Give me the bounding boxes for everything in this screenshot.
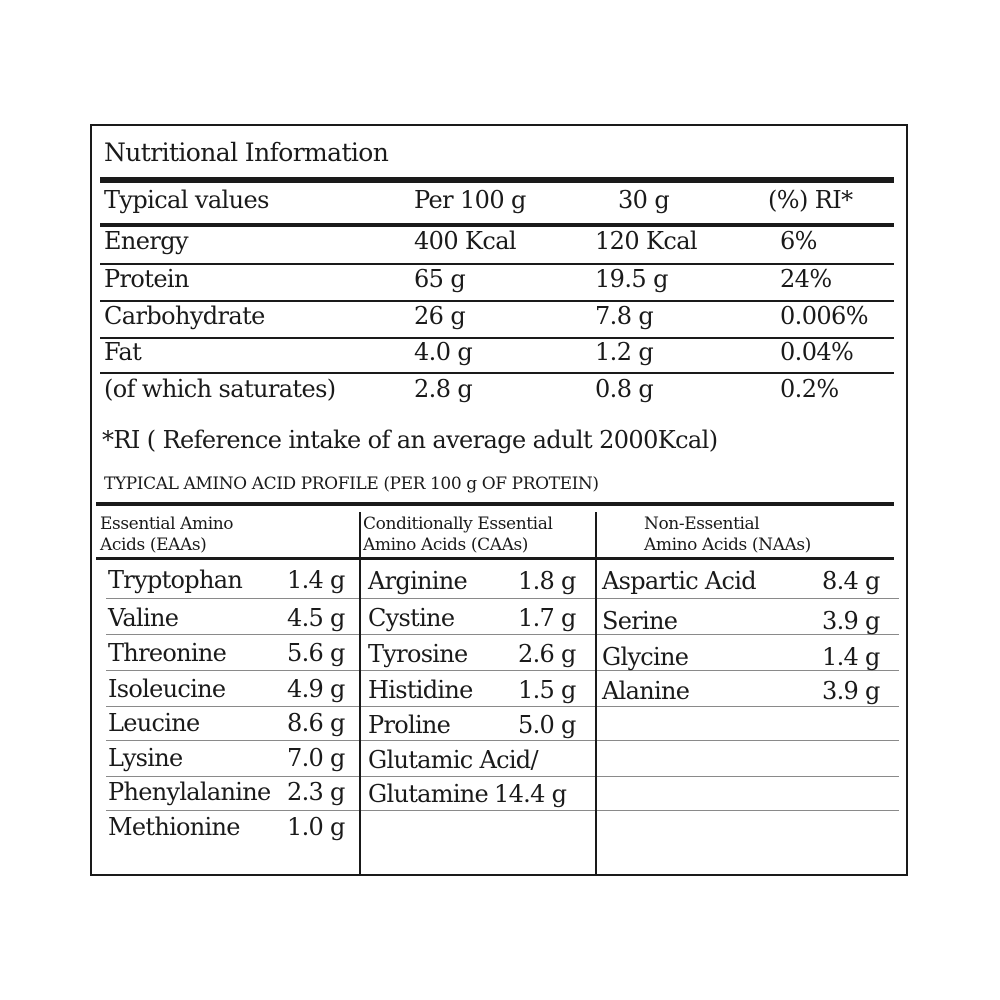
caa-name: Cystine [368, 604, 455, 632]
eaa-name: Phenylalanine [108, 778, 271, 806]
row-divider [106, 634, 359, 635]
naa-value: 8.4 g [822, 567, 880, 595]
eaa-name: Threonine [108, 639, 227, 667]
eaa-header-line1: Essential Amino [100, 514, 234, 534]
caa-value: 14.4 g [494, 780, 567, 808]
row-energy-label: Energy [104, 227, 188, 255]
row-saturates-ri: 0.2% [780, 375, 839, 403]
row-divider [361, 634, 595, 635]
row-saturates-per100: 2.8 g [414, 375, 473, 403]
row-divider [106, 670, 359, 671]
caa-name: Glutamine [368, 780, 489, 808]
row-divider [106, 706, 359, 707]
row-divider [361, 810, 595, 811]
header-ri: (%) RI* [768, 186, 853, 214]
row-divider [361, 740, 595, 741]
eaa-value: 1.0 g [287, 813, 345, 841]
row-energy-per100: 400 Kcal [414, 227, 516, 255]
eaa-value: 5.6 g [287, 639, 345, 667]
ri-footnote: *RI ( Reference intake of an average adult 2000Kcal) [102, 426, 718, 454]
naa-header-line2: Amino Acids (NAAs) [644, 535, 811, 555]
caa-value: 1.5 g [518, 676, 576, 704]
caa-header-line1: Conditionally Essential [363, 514, 553, 534]
row-divider [597, 740, 899, 741]
title-rule [100, 177, 894, 183]
row-fat-30g: 1.2 g [595, 338, 654, 366]
naa-name: Serine [602, 607, 678, 635]
caa-name: Tyrosine [368, 640, 468, 668]
row-divider [361, 776, 595, 777]
row-carbohydrate-label: Carbohydrate [104, 302, 265, 330]
row-saturates-30g: 0.8 g [595, 375, 654, 403]
caa-value: 1.8 g [518, 567, 576, 595]
caa-name: Histidine [368, 676, 473, 704]
eaa-name: Isoleucine [108, 675, 226, 703]
caa-name: Arginine [368, 567, 468, 595]
eaa-value: 8.6 g [287, 709, 345, 737]
naa-value: 3.9 g [822, 607, 880, 635]
eaa-name: Methionine [108, 813, 240, 841]
row-divider [106, 776, 359, 777]
eaa-value: 2.3 g [287, 778, 345, 806]
row-divider [597, 776, 899, 777]
row-divider [361, 598, 595, 599]
row-energy-ri: 6% [780, 227, 817, 255]
row-divider [597, 598, 899, 599]
row-protein-ri: 24% [780, 265, 832, 293]
row-protein-30g: 19.5 g [595, 265, 668, 293]
row-protein-per100: 65 g [414, 265, 466, 293]
row-divider [597, 706, 899, 707]
naa-name: Aspartic Acid [602, 567, 756, 595]
naa-value: 3.9 g [822, 677, 880, 705]
caa-value: 2.6 g [518, 640, 576, 668]
eaa-name: Leucine [108, 709, 200, 737]
row-rule [100, 372, 894, 374]
header-per-100g: Per 100 g [414, 186, 526, 214]
header-30g: 30 g [618, 186, 670, 214]
row-energy-30g: 120 Kcal [595, 227, 697, 255]
naa-header [644, 514, 811, 556]
row-carbohydrate-ri: 0.006% [780, 302, 868, 330]
eaa-value: 4.9 g [287, 675, 345, 703]
row-divider [361, 706, 595, 707]
row-divider [361, 670, 595, 671]
column-divider [595, 512, 597, 876]
panel-title: Nutritional Information [104, 138, 389, 167]
row-fat-per100: 4.0 g [414, 338, 473, 366]
amino-header-rule [96, 557, 894, 560]
row-fat-label: Fat [104, 338, 142, 366]
row-divider [106, 810, 359, 811]
eaa-name: Lysine [108, 744, 183, 772]
amino-rule [96, 502, 894, 506]
row-protein-label: Protein [104, 265, 189, 293]
naa-header-line1: Non-Essential [644, 514, 760, 534]
caa-name: Glutamic Acid/ [368, 746, 538, 774]
caa-name: Proline [368, 711, 451, 739]
naa-name: Glycine [602, 643, 689, 671]
eaa-value: 4.5 g [287, 604, 345, 632]
eaa-name: Valine [108, 604, 179, 632]
caa-header [363, 514, 553, 556]
caa-value: 1.7 g [518, 604, 576, 632]
amino-profile-title: TYPICAL AMINO ACID PROFILE (PER 100 g OF PROTEIN) [104, 474, 599, 494]
header-typical-values: Typical values [104, 186, 269, 214]
nutrition-panel [90, 124, 908, 876]
eaa-header [100, 514, 233, 556]
caa-header-line2: Amino Acids (CAAs) [363, 535, 529, 555]
row-divider [106, 598, 359, 599]
caa-value: 5.0 g [518, 711, 576, 739]
row-divider [597, 810, 899, 811]
row-divider [106, 740, 359, 741]
eaa-value: 7.0 g [287, 744, 345, 772]
naa-name: Alanine [602, 677, 690, 705]
row-rule [100, 263, 894, 265]
eaa-header-line2: Acids (EAAs) [100, 535, 207, 555]
row-fat-ri: 0.04% [780, 338, 854, 366]
row-saturates-label: (of which saturates) [104, 375, 336, 403]
column-divider [359, 512, 361, 876]
row-rule [100, 337, 894, 339]
row-carbohydrate-per100: 26 g [414, 302, 466, 330]
eaa-name: Tryptophan [108, 566, 243, 594]
row-carbohydrate-30g: 7.8 g [595, 302, 654, 330]
eaa-value: 1.4 g [287, 566, 345, 594]
naa-value: 1.4 g [822, 643, 880, 671]
